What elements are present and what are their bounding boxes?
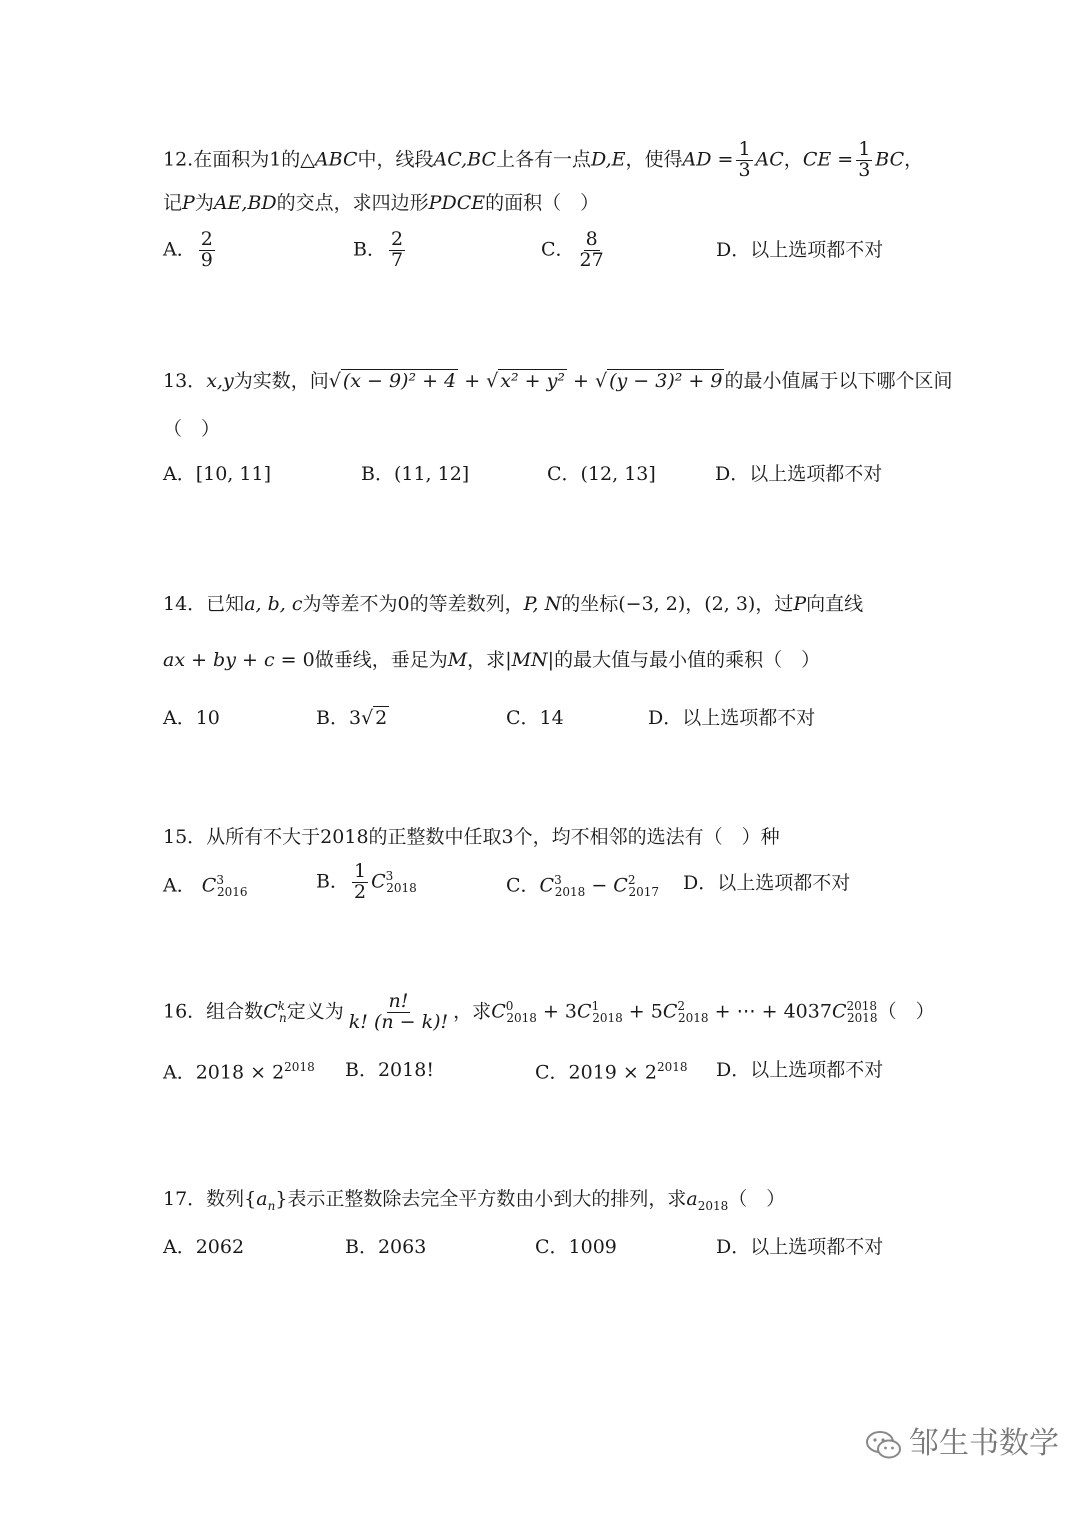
q15-line1: 15．从所有不大于2018的正整数中任取3个，均不相邻的选法有（ ）种 <box>163 826 780 848</box>
fraction: $\frac{1}{3}$ <box>858 138 871 181</box>
q16-option-b: B．2018! <box>345 1059 434 1081</box>
q15-option-b: B． $\frac{1}{2}$ $C^3_{2018}$ <box>316 860 417 903</box>
sqrt-expression: √ x² + y² <box>486 370 565 392</box>
q16-line1: 16．组合数$C^k_n$定义为 $\frac{n!}{k! (n - k)!}$ ，求$C^0_{2018} + 3C^1_{2018} + 5C^2_{2018}$ + ⋯ + $4037C^{2018}_{2018}$（ ） <box>163 990 935 1033</box>
q13-line1: 13．x,y为实数，问√ (x − 9)² + 4 + √ x² + y² + √ (y − 3)² + 9 的最小值属于以下哪个区间 <box>163 370 953 392</box>
q12-option-c: C． $\frac{8}{27}$ <box>541 228 604 271</box>
sqrt-expression: √ (x − 9)² + 4 <box>328 370 457 392</box>
q13-option-c: C．(12, 13] <box>547 463 656 485</box>
q17-option-d: D．以上选项都不对 <box>716 1236 884 1258</box>
q14-option-c: C．14 <box>506 707 564 729</box>
q12-option-d: D．以上选项都不对 <box>716 239 884 261</box>
q17-option-b: B．2063 <box>345 1236 427 1258</box>
wechat-icon <box>865 1429 903 1461</box>
q15-option-c: C．$C^3_{2018} - C^2_{2017}$ <box>506 873 660 900</box>
sqrt-expression: √ (y − 3)² + 9 <box>594 370 723 392</box>
q17-option-c: C．1009 <box>535 1236 617 1258</box>
q17-line1: 17．数列$\{a_n\}$表示正整数除去完全平方数由小到大的排列，求$a_{2018}$（ ） <box>163 1188 786 1213</box>
q15-option-d: D．以上选项都不对 <box>683 872 851 894</box>
q14-line2: ax + by + c = 0做垂线，垂足为M，求|MN|的最大值与最小值的乘积（ ） <box>163 649 821 671</box>
watermark <box>865 1418 1059 1462</box>
q13-option-a: A．[10, 11] <box>163 463 271 485</box>
q14-option-a: A．10 <box>163 707 220 729</box>
q14-option-d: D．以上选项都不对 <box>648 707 816 729</box>
q16-option-a: A．$2018 \times 2^{2018}$ <box>163 1060 315 1084</box>
q12-option-b: B． $\frac{2}{7}$ <box>353 228 404 271</box>
watermark-text: 邹生书数学 <box>909 1426 1059 1461</box>
fraction: $\frac{1}{3}$ <box>738 138 751 181</box>
q16-option-c: C．$2019 \times 2^{2018}$ <box>535 1060 688 1084</box>
q17-option-a: A．2062 <box>163 1236 245 1258</box>
q14-line1: 14．已知a, b, c为等差不为0的等差数列，P, N的坐标(−3, 2)，(2, 3)，过P向直线 <box>163 593 864 615</box>
q13-line2: （ ） <box>163 418 221 440</box>
q12-option-a: A． $\frac{2}{9}$ <box>163 228 213 271</box>
q14-option-b: B．3√ 2 <box>316 707 388 729</box>
q13-option-d: D．以上选项都不对 <box>715 463 883 485</box>
q15-option-a: A． $C^3_{2016}$ <box>163 873 248 900</box>
q13-option-b: B．(11, 12] <box>361 463 470 485</box>
q16-option-d: D．以上选项都不对 <box>716 1059 884 1081</box>
q12-line2: 记P为AE,BD的交点，求四边形PDCE的面积（ ） <box>163 192 600 214</box>
q12-line1: 12.在面积为1的△ABC中，线段AC,BC上各有一点D,E，使得AD = $\frac{1}{3}$ AC，CE = $\frac{1}{3}$ BC， <box>163 138 924 181</box>
